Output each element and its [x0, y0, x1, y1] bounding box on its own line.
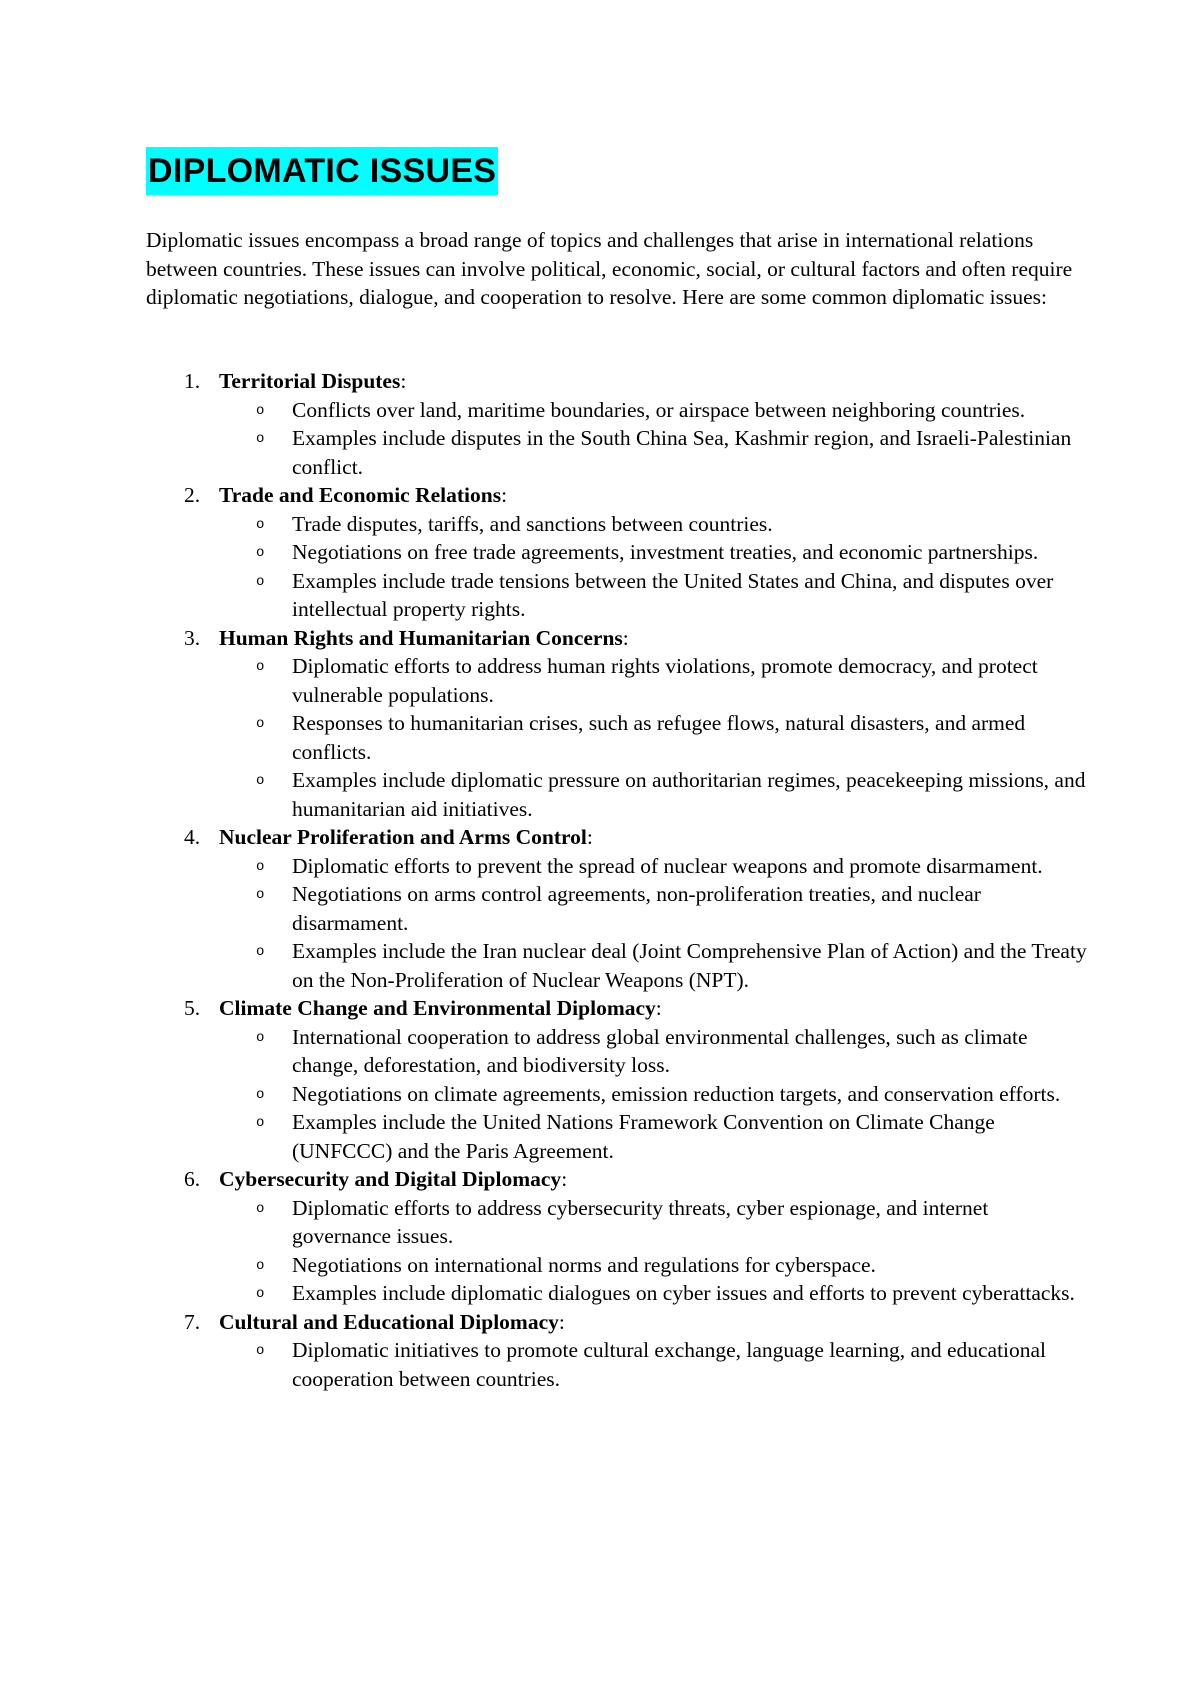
issue-point: o Examples include trade tensions between the United States and China, and disputes over intellectual property rights. [256, 568, 1054, 621]
document-title: DIPLOMATIC ISSUES [146, 147, 498, 195]
issue-point: o Examples include diplomatic dialogues on cyber issues and efforts to prevent cyberattacks. [219, 1279, 1092, 1308]
issue-heading: Cybersecurity and Digital Diplomacy [219, 1167, 562, 1191]
issue-point: o Diplomatic efforts to prevent the spread of nuclear weapons and promote disarmament. [219, 852, 1092, 881]
issue-item: 6. Cybersecurity and Digital Diplomacy: o Diplomatic efforts to address cybersecurity threats, cyber espionage, and internet governance issues. o Negotiations on international norms and regulations for cyberspace. o Examples include diplomatic dialogues on cyber issues and efforts to prevent cyberattacks. [0, 1165, 1200, 1308]
issue-point: o Examples include diplomatic pressure on authoritarian regimes, peacekeeping missions, and humanitarian aid initiatives. [256, 768, 1086, 821]
issue-item: 7. Cultural and Educational Diplomacy: o Diplomatic initiatives to promote cultural exchange, language learning, and educational cooperation between countries. [0, 1308, 1200, 1394]
issue-point: o Negotiations on arms control agreements, non-proliferation treaties, and nuclear disarmament. [256, 882, 981, 935]
issue-item: 2. Trade and Economic Relations: o Trade disputes, tariffs, and sanctions between countries. o Negotiations on free trade agreements, investment treaties, and economic partnerships. o Examples include trade tensions between the United States and China, and disputes over intellectual property rights. [0, 481, 1200, 624]
bullet-icon: o [256, 659, 265, 675]
bullet-icon: o [256, 773, 265, 789]
issue-number: 5. [184, 996, 201, 1020]
issue-number: 4. [184, 825, 201, 849]
issue-point: o Diplomatic efforts to address cybersecurity threats, cyber espionage, and internet governance issues. [256, 1195, 989, 1248]
bullet-icon: o [256, 545, 265, 561]
issue-point: o Examples include the United Nations Framework Convention on Climate Change (UNFCCC) and the Paris Agreement. [256, 1110, 995, 1163]
issue-heading: Nuclear Proliferation and Arms Control [219, 825, 587, 849]
bullet-icon: o [256, 1343, 265, 1359]
issue-heading: Territorial Disputes [219, 369, 401, 393]
bullet-icon: o [256, 1115, 265, 1131]
issue-points [219, 510, 1200, 624]
issue-point: o Examples include disputes in the South China Sea, Kashmir region, and Israeli-Palestinian conflict. [256, 426, 1072, 479]
issue-point: o Diplomatic initiatives to promote cultural exchange, language learning, and educational cooperation between countries. [256, 1338, 1047, 1391]
issue-number: 6. [184, 1167, 201, 1191]
issue-points [219, 1194, 1200, 1308]
bullet-icon: o [256, 887, 265, 903]
bullet-icon: o [256, 716, 265, 732]
issue-points [219, 1023, 1200, 1166]
issue-heading: Human Rights and Humanitarian Concerns [219, 625, 623, 650]
issue-point: o Examples include the Iran nuclear deal (Joint Comprehensive Plan of Action) and the Treaty on the Non-Proliferation of Nuclear Weapons (NPT). [256, 939, 1087, 992]
issue-item: 5. Climate Change and Environmental Diplomacy: o International cooperation to address global environmental challenges, such as climate change, deforestation, and biodiversity loss. o Negotiations on climate agreements, emission reduction targets, and conservation efforts. o Examples include the United Nations Framework Convention on Climate Change (UNFCCC) and the Paris Agreement. [0, 994, 1200, 1165]
issue-point: o Responses to humanitarian crises, such as refugee flows, natural disasters, and armed conflicts. [256, 711, 1026, 764]
issue-number: 2. [184, 483, 201, 507]
issues-list [0, 367, 1200, 1393]
issue-number: 7. [184, 1309, 201, 1334]
issue-heading: Climate Change and Environmental Diplomacy [219, 996, 656, 1020]
issue-points [219, 396, 1200, 482]
issue-point: o Trade disputes, tariffs, and sanctions between countries. [219, 510, 1092, 539]
issue-heading: Trade and Economic Relations [219, 483, 502, 507]
bullet-icon: o [256, 431, 265, 447]
issue-item: 1. Territorial Disputes: o Conflicts over land, maritime boundaries, or airspace between neighboring countries. o Examples include disputes in the South China Sea, Kashmir region, and Israeli-Palestinian conflict. [0, 367, 1200, 481]
issue-point: o Conflicts over land, maritime boundaries, or airspace between neighboring countries. [219, 396, 1092, 425]
issue-point: o Negotiations on free trade agreements, investment treaties, and economic partnerships. [219, 538, 1092, 567]
issue-item: 4. Nuclear Proliferation and Arms Control: o Diplomatic efforts to prevent the spread of nuclear weapons and promote disarmament. o Negotiations on arms control agreements, non-proliferation treaties, and nuclear disarmament. o Examples include the Iran nuclear deal (Joint Comprehensive Plan of Action) and the Treaty on the Non-Proliferation of Nuclear Weapons (NPT). [0, 823, 1200, 994]
issue-points [219, 652, 1200, 823]
bullet-icon: o [256, 944, 265, 960]
issue-points [219, 1336, 1200, 1393]
issue-number: 1. [184, 369, 201, 393]
intro-paragraph: Diplomatic issues encompass a broad range of topics and challenges that arise in international relations between countries. These issues can involve political, economic, social, or cultural factors and often require diplomatic negotiations, dialogue, and cooperation to resolve. Here are some common diplomatic issues: [146, 228, 1073, 309]
issue-point: o Negotiations on international norms and regulations for cyberspace. [219, 1251, 1092, 1280]
bullet-icon: o [256, 858, 265, 875]
issue-number: 3. [184, 625, 201, 650]
bullet-icon: o [256, 1286, 265, 1302]
issue-point: o Negotiations on climate agreements, emission reduction targets, and conservation efforts. [219, 1080, 1092, 1109]
bullet-icon: o [256, 1257, 265, 1274]
issue-item: 3. Human Rights and Humanitarian Concerns: o Diplomatic efforts to address human rights violations, promote democracy, and protect vulnerable populations. o Responses to humanitarian crises, such as refugee flows, natural disasters, and armed conflicts. o Examples include diplomatic pressure on authoritarian regimes, peacekeeping missions, and humanitarian aid initiatives. [0, 624, 1200, 824]
bullet-icon: o [256, 573, 265, 590]
issue-points [219, 852, 1200, 995]
bullet-icon: o [256, 1086, 265, 1103]
issue-point: o International cooperation to address global environmental challenges, such as climate change, deforestation, and biodiversity loss. [256, 1024, 1028, 1077]
bullet-icon: o [256, 402, 265, 419]
issue-point: o Diplomatic efforts to address human rights violations, promote democracy, and protect vulnerable populations. [256, 654, 1038, 707]
bullet-icon: o [256, 1200, 265, 1217]
bullet-icon: o [256, 1029, 265, 1046]
bullet-icon: o [256, 516, 265, 533]
issue-heading: Cultural and Educational Diplomacy [219, 1309, 559, 1334]
